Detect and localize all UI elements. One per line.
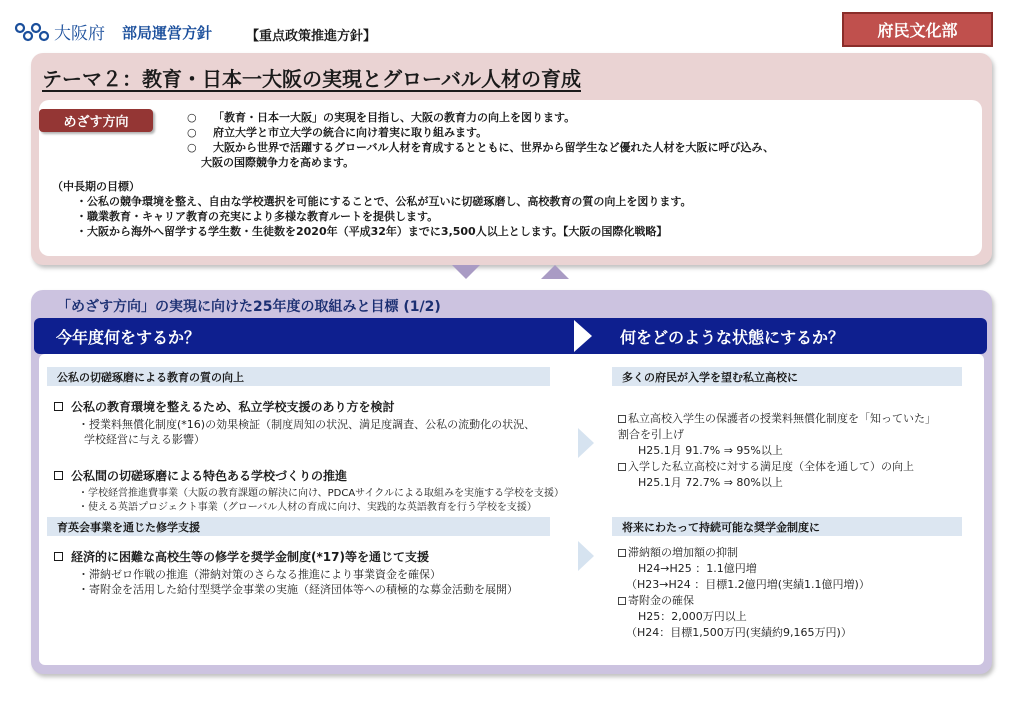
circle-bullet-icon: ○ [187,141,197,154]
outcome-line: H25.1月 72.7% ⇒ 80%以上 [638,476,783,489]
action-item-details [78,567,598,597]
outcome-block [618,411,968,491]
org-name: 大阪府 [54,24,105,44]
action-item-details [78,417,598,447]
department-badge: 府民文化部 [842,12,993,47]
action-detail: ・滞納ゼロ作戦の推進（滞納対策のさらなる推進により事業資金を確保） [78,568,441,581]
action-detail: ・授業料無償化制度(*16)の効果検証（制度周知の状況、満足度調査、公私の流動化の状況、 [78,418,536,431]
direction-text-continued: 大阪の国際競争力を高めます。 [201,156,355,169]
chevron-right-icon [578,428,594,458]
action-item-title-text: 公私の教育環境を整えるため、私立学校支援のあり方を検討 [71,400,395,414]
midterm-goal-item: ・大阪から海外へ留学する学生数・生徒数を2020年（平成32年）までに3,500人以上とします。【大阪の国際化戦略】 [76,225,668,238]
section-heading: 多くの府民が入学を望む私立高校に [612,367,962,386]
direction-text: 府立大学と市立大学の統合に向け着実に取り組みます。 [213,126,488,139]
outcome-line: H24→H25 ：1.1億円増 [638,562,757,575]
policy-subtitle: 【重点政策推進方針】 [246,29,377,44]
outcome-line: H25.1月 91.7% ⇒ 95%以上 [638,444,783,457]
direction-item [187,125,774,140]
action-detail: 学校経営に与える影響） [84,433,205,446]
outcome-line: 入学した私立高校に対する満足度（全体を通して）の向上 [618,459,968,475]
section-heading: 育英会事業を通じた修学支援 [47,517,550,536]
outcome-line: 寄附金の確保 [618,593,968,609]
checkbox-square-icon [54,402,63,411]
checkbox-square-icon [618,597,626,605]
section-heading: 将来にわたって持続可能な奨学金制度に [612,517,962,536]
midterm-goals-list [76,194,692,239]
osaka-prefecture-logo-icon [14,21,50,43]
action-item-title-text: 公私間の切磋琢磨による特色ある学校づくりの推進 [71,469,348,483]
direction-text: 大阪から世界で活躍するグローバル人材を育成するとともに、世界から留学生など優れた人材を大阪に呼び込み、 [213,141,775,154]
action-item-details [78,487,603,515]
outcome-line: 私立高校入学生の保護者の授業料無償化制度を「知っていた」 [618,411,968,427]
circle-bullet-icon: ○ [187,126,197,139]
action-item-title [54,398,395,415]
direction-item [187,140,774,155]
outcome-line: （H23→H24 ：目標1.2億円増(実績1.1億円増)） [626,578,870,591]
checkbox-square-icon [618,463,626,471]
checkbox-square-icon [54,471,63,480]
checkbox-square-icon [618,549,626,557]
action-detail: ・寄附金を活用した給付型奨学金事業の実施（経済団体等への積極的な募金活動を展開） [78,583,518,596]
direction-item [187,110,774,125]
direction-list [187,110,774,170]
outcome-line: H25：2,000万円以上 [638,610,747,623]
midterm-goal-item: ・職業教育・キャリア教育の充実により多様な教育ルートを提供します。 [76,210,439,223]
checkbox-square-icon [618,415,626,423]
outcome-line: （H24：目標1,500万円(実績約9,165万円)） [626,626,852,639]
outcome-block [618,545,968,641]
action-item-title-text: 経済的に困難な高校生等の修学を奨学金制度(*17)等を通じて支援 [71,550,429,564]
section-heading: 公私の切磋琢磨による教育の質の向上 [47,367,550,386]
up-triangle-icon [541,265,569,279]
theme-title: テーマ２：教育・日本一大阪の実現とグローバル人材の育成 [42,67,581,91]
policy-title: 部局運営方針 [122,24,213,42]
action-item-title [54,548,429,565]
left-column-header: 今年度何をするか？ [34,318,575,354]
outcome-line: 割合を引上げ [618,428,684,441]
plan-title: 「めざす方向」の実現に向けた25年度の取組みと目標 (1/2) [57,299,441,315]
direction-badge: めざす方向 [39,109,153,132]
outcome-line: 滞納額の増加額の抑制 [618,545,968,561]
chevron-right-icon [578,541,594,571]
circle-bullet-icon: ○ [187,111,197,124]
checkbox-square-icon [54,552,63,561]
action-item-title [54,467,347,484]
midterm-goals-label: （中長期の目標） [52,180,140,193]
action-detail: ・学校経営推進費事業（大阪の教育課題の解決に向け、PDCAサイクルによる取組みを実施する学校を支援） [78,488,564,499]
down-triangle-icon [452,265,480,279]
direction-text: 「教育・日本一大阪」の実現を目指し、大阪の教育力の向上を図ります。 [213,111,576,124]
midterm-goal-item: ・公私の競争環境を整え、自由な学校選択を可能にすることで、公私が互いに切磋琢磨し、高校教育の質の向上を図ります。 [76,195,692,208]
right-column-header: 何をどのような状態にするか？ [604,318,987,354]
action-detail: ・使える英語プロジェクト事業（グローバル人材の育成に向け、実践的な英語教育を行う学校を支援） [78,502,537,513]
right-arrow-icon [574,320,592,352]
